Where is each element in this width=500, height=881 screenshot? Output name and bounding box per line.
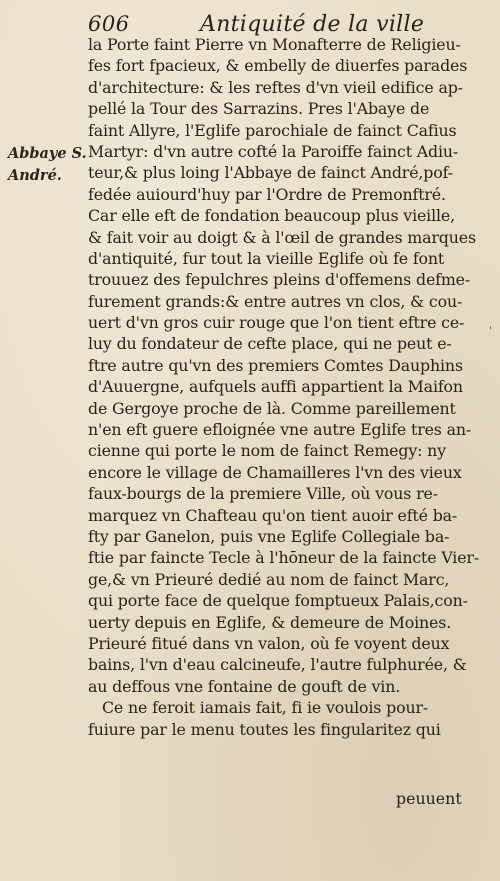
text-line: la Porte faint Pierre vn Monafterre de Religieu- [88, 35, 461, 54]
body-text [88, 34, 480, 740]
text-line: & fait voir au doigt & à l'œil de grandes marques [88, 227, 476, 247]
text-line: teur,& plus loing l'Abbaye de fainct André,pof- [88, 163, 453, 183]
text-line: cienne qui porte le nom de fainct Remegy: ny [88, 441, 446, 461]
text-line: n'en eft guere efloignée vne autre Eglife tres an- [88, 420, 472, 440]
text-line: pellé la Tour des Sarrazins. Pres l'Abaye de [88, 99, 430, 119]
text-line: Car elle eft de fondation beaucoup plus vieille, [88, 206, 455, 226]
text-line: bains, l'vn d'eau calcineufe, l'autre fulphurée, & [88, 655, 467, 675]
text-line: qui porte face de quelque fomptueux Palais,con- [88, 591, 468, 611]
margin-note [8, 143, 88, 187]
catchword: peuuent [396, 789, 462, 808]
text-line: Prieuré fitué dans vn valon, où fe voyent deux [88, 633, 450, 653]
text-line: fuiure par le menu toutes les fingularitez qui [88, 719, 441, 739]
text-line: trouuez des fepulchres pleins d'offemens defme- [88, 270, 471, 290]
text-line: d'architecture: & les reftes d'vn vieil edifice ap- [88, 77, 463, 97]
text-line: Ce ne feroit iamais fait, fi ie voulois pour- [102, 698, 429, 718]
margin-note-line: Abbaye S. [8, 145, 87, 162]
text-line: fes fort fpacieux, & embelly de diuerfes parades [88, 56, 468, 76]
text-line: ge,& vn Prieuré dedié au nom de fainct Marc, [88, 569, 450, 589]
text-line: ftie par faincte Tecle à l'hōneur de la faincte Vier- [88, 548, 479, 568]
text-line: Martyr: d'vn autre cofté la Paroiffe fainct Adiu- [88, 141, 459, 161]
text-line: de Gergoye proche de là. Comme pareillement [88, 398, 456, 418]
text-line: fedée auiourd'huy par l'Ordre de Premonftré. [88, 184, 446, 204]
text-line: fty par Ganelon, puis vne Eglife Collegiale ba- [88, 526, 450, 546]
margin-note-line: André. [8, 167, 62, 184]
edge-mark: ' [489, 324, 493, 337]
text-line: ftre autre qu'vn des premiers Comtes Dauphins [88, 355, 463, 375]
text-line: faux-bourgs de la premiere Ville, où vous re- [88, 484, 438, 504]
text-line: d'Auuergne, aufquels auffi appartient la Maifon [88, 377, 463, 397]
text-line: faint Allyre, l'Eglife parochiale de fainct Cafius [88, 120, 457, 140]
text-line: luy du fondateur de cefte place, qui ne peut e- [88, 334, 452, 354]
text-line: uerty depuis en Eglife, & demeure de Moines. [88, 612, 452, 632]
text-line: d'antiquité, fur tout la vieille Eglife où fe font [88, 248, 445, 268]
text-line: uert d'vn gros cuir rouge que l'on tient eftre ce- [88, 313, 465, 333]
running-title: Antiquité de la ville [200, 12, 425, 37]
page-number: 606 [88, 12, 130, 36]
text-line: au deffous vne fontaine de gouft de vin. [88, 676, 401, 696]
text-line: encore le village de Chamailleres l'vn des vieux [88, 462, 462, 482]
text-line: furement grands:& entre autres vn clos, & cou- [88, 291, 463, 311]
text-line: marquez vn Chafteau qu'on tient auoir efté ba- [88, 505, 458, 525]
